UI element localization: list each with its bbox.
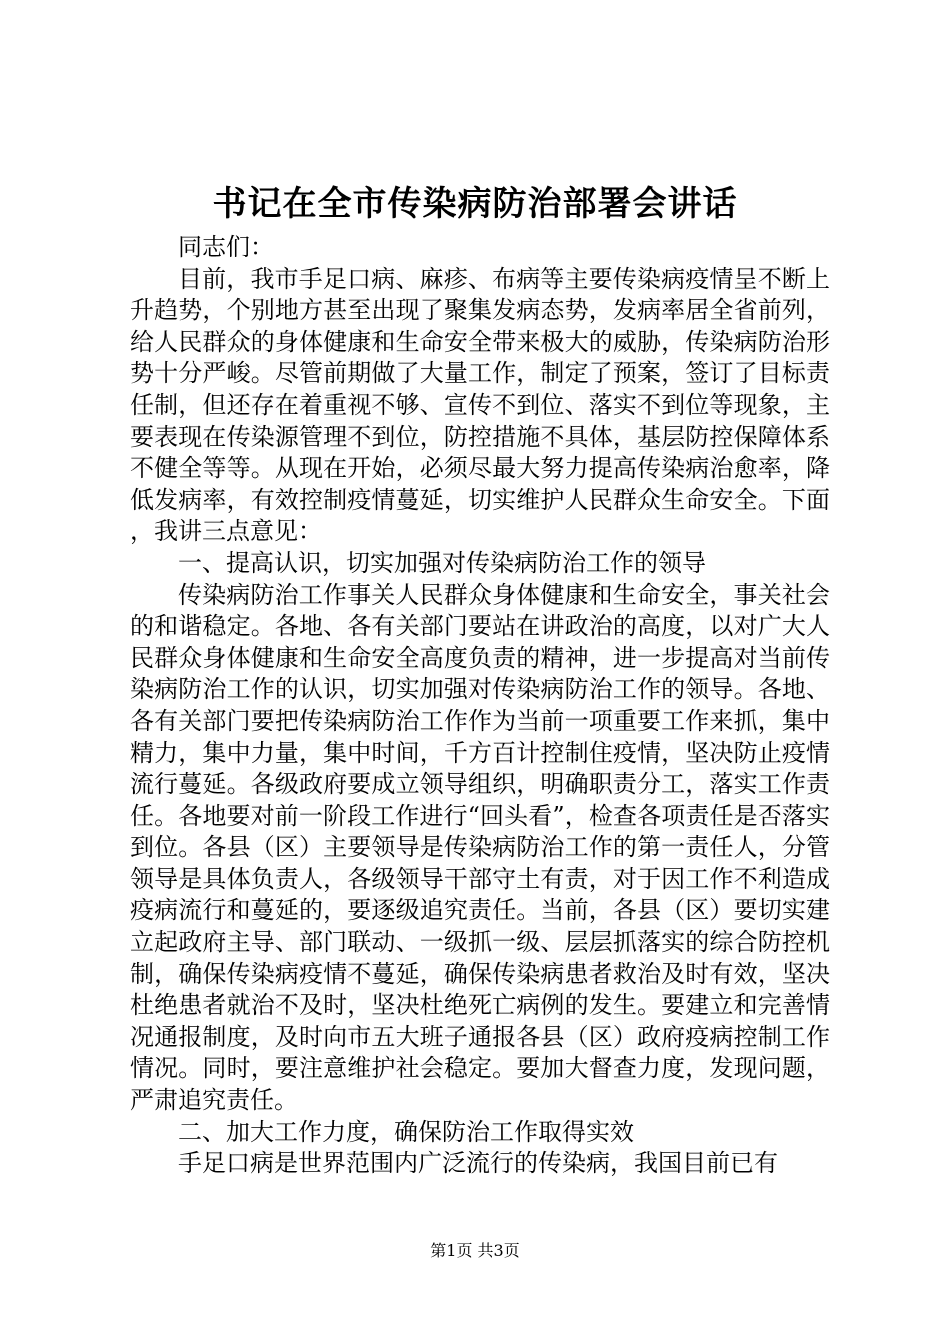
- paragraph-section-1: 传染病防治工作事关人民群众身体健康和生命安全，事关社会的和谐稳定。各地、各有关部门要站在讲政治的高度，以对广大人民群众身体健康和生命安全高度负责的精神，进一步提高对当前传染病防治工作的认识，切实加强对传染病防治工作的领导。各地、各有关部门要把传染病防治工作作为当前一项重要工作来抓，集中精力，集中力量，集中时间，千方百计控制住疫情，坚决防止疫情流行蔓延。各级政府要成立领导组织，明确职责分工，落实工作责任。各地要对前一阶段工作进行“回头看”，检查各项责任是否落实到位。各县（区）主要领导是传染病防治工作的第一责任人，分管领导是具体负责人，各级领导干部守土有责，对于因工作不利造成疫病流行和蔓延的，要逐级追究责任。当前，各县（区）要切实建立起政府主导、部门联动、一级抓一级、层层抓落实的综合防控机制，确保传染病疫情不蔓延，确保传染病患者救治及时有效，坚决杜绝患者就治不及时，坚决杜绝死亡病例的发生。要建立和完善情况通报制度，及时向市五大班子通报各县（区）政府疫病控制工作情况。同时，要注意维护社会稳定。要加大督查力度，发现问题，严肃追究责任。: [130, 580, 830, 1115]
- document-title: 书记在全市传染病防治部署会讲话: [212, 184, 738, 224]
- document-body: [130, 232, 830, 1180]
- salutation: 同志们：: [178, 233, 274, 261]
- section-heading-2: 二、加大工作力度，确保防治工作取得实效: [178, 1117, 634, 1146]
- paragraph-intro: 目前，我市手足口病、麻疹、布病等主要传染病疫情呈不断上升趋势，个别地方甚至出现了聚集发病态势，发病率居全省前列，给人民群众的身体健康和生命安全带来极大的威胁，传染病防治形势十分严峻。尽管前期做了大量工作，制定了预案，签订了目标责任制，但还存在着重视不够、宣传不到位、落实不到位等现象，主要表现在传染源管理不到位，防控措施不具体，基层防控保障体系不健全等等。从现在开始，必须尽最大努力提高传染病治愈率，降低发病率，有效控制疫情蔓延，切实维护人民群众生命安全。下面，我讲三点意见：: [130, 264, 830, 546]
- page-indicator: 第1页 共3页: [430, 1241, 520, 1260]
- paragraph-section-2: 手足口病是世界范围内广泛流行的传染病，我国目前已有: [178, 1149, 778, 1178]
- section-heading-1: 一、提高认识，切实加强对传染病防治工作的领导: [178, 548, 706, 577]
